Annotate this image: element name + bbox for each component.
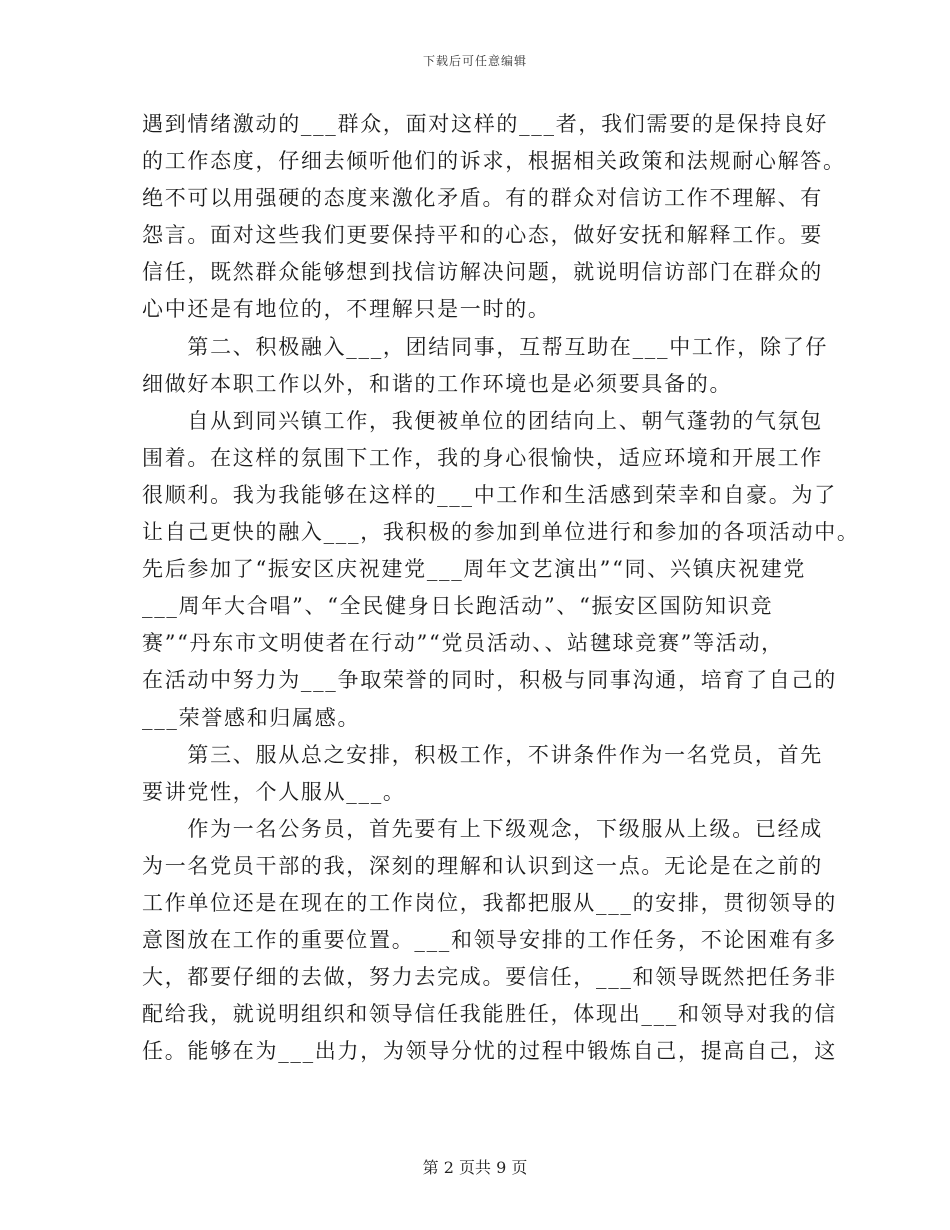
text-line: 细做好本职工作以外，和谐的工作环境也是必须要具备的。 bbox=[142, 371, 733, 396]
text-line: 信任，既然群众能够想到找信访解决问题，就说明信访部门在群众的 bbox=[142, 260, 823, 285]
text-line: 第三、服从总之安排，积极工作，不讲条件作为一名党员，首先 bbox=[142, 742, 823, 767]
text-line: 要讲党性，个人服从___。 bbox=[142, 779, 406, 804]
text-line: 的工作态度，仔细去倾听他们的诉求，根据相关政策和法规耐心解答。 bbox=[142, 149, 846, 174]
text-line: 大，都要仔细的去做，努力去完成。要信任，___和领导既然把任务非 bbox=[142, 965, 837, 990]
text-line: 很顺利。我为我能够在这样的___中工作和生活感到荣幸和自豪。为了 bbox=[142, 482, 837, 507]
text-line: 为一名党员干部的我，深刻的理解和认识到这一点。无论是在之前的 bbox=[142, 853, 823, 878]
page-header: 下载后可任意编辑 bbox=[422, 54, 527, 68]
text-line: 先后参加了“振安区庆祝建党___周年文艺演出”“同、兴镇庆祝建党 bbox=[142, 557, 807, 582]
page-number: 第 2 页共 9 页 bbox=[422, 1158, 528, 1177]
text-line: 心中还是有地位的，不理解只是一时的。 bbox=[142, 297, 551, 322]
text-line: 让自己更快的融入___，我积极的参加到单位进行和参加的各项活动中。 bbox=[142, 520, 860, 545]
text-line: ___周年大合唱”、“全民健身日长跑活动”、“振安区国防知识竞 bbox=[142, 594, 774, 619]
text-line: 赛”“丹东市文明使者在行动”“党员活动、、站毽球竞赛”等活动， bbox=[142, 631, 784, 656]
text-line: 自从到同兴镇工作，我便被单位的团结向上、朝气蓬勃的气氛包 bbox=[142, 408, 823, 433]
document-body bbox=[142, 106, 860, 1070]
text-line: 遇到情绪激动的___群众，面对这样的___者，我们需要的是保持良好 bbox=[142, 112, 829, 136]
text-line: 在活动中努力为___争取荣誉的同时，积极与同事沟通，培育了自己的 bbox=[142, 668, 837, 693]
text-line: 怨言。面对这些我们更要保持平和的心态，做好安抚和解释工作。要 bbox=[142, 223, 823, 248]
text-line: 第二、积极融入___，团结同事，互帮互助在___中工作，除了仔 bbox=[142, 334, 829, 359]
text-line: 绝不可以用强硬的态度来激化矛盾。有的群众对信访工作不理解、有 bbox=[142, 186, 823, 211]
text-line: 任。能够在为___出力，为领导分忧的过程中锻炼自己，提高自己，这 bbox=[142, 1039, 837, 1064]
text-line: 意图放在工作的重要位置。___和领导安排的工作任务，不论困难有多 bbox=[142, 928, 837, 953]
text-line: 作为一名公务员，首先要有上下级观念，下级服从上级。已经成 bbox=[142, 816, 823, 841]
text-line: 围着。在这样的氛围下工作，我的身心很愉快，适应环境和开展工作 bbox=[142, 445, 823, 470]
text-line: 配给我，就说明组织和领导信任我能胜任，体现出___和领导对我的信 bbox=[142, 1002, 837, 1027]
text-line: ___荣誉感和归属感。 bbox=[142, 705, 361, 730]
text-line: 工作单位还是在现在的工作岗位，我都把服从___的安排，贯彻领导的 bbox=[142, 890, 837, 915]
